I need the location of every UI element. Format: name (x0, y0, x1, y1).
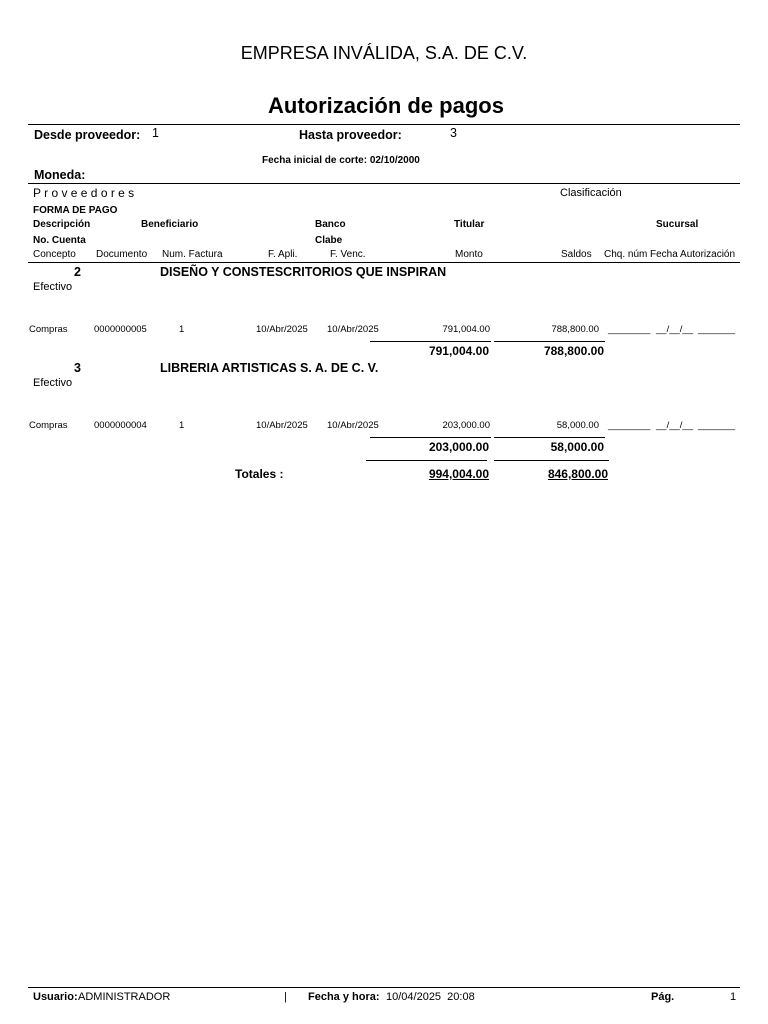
subtotal-line-monto (370, 437, 491, 438)
documento-cell: 0000000005 (94, 324, 147, 335)
fecha-hora-value: 10/04/2025 20:08 (386, 991, 475, 1003)
subtotal-saldo: 788,800.00 (543, 344, 604, 358)
documento-cell: 0000000004 (94, 420, 147, 431)
total-monto: 994,004.00 (428, 467, 489, 481)
saldo-cell: 788,800.00 (551, 324, 599, 335)
num-factura-header: Num. Factura (162, 249, 223, 260)
chq-num-header: Chq. núm (604, 249, 648, 260)
total-line-saldo (494, 460, 609, 461)
clabe-header: Clabe (315, 235, 343, 246)
concepto-cell: Compras (29, 324, 68, 335)
report-title: Autorización de pagos (268, 93, 504, 118)
totals-label: Totales : (235, 467, 284, 481)
fecha-hora-label: Fecha y hora: (308, 991, 380, 1003)
monto-header: Monto (455, 249, 483, 260)
divider-top (28, 124, 740, 125)
fecha-blank: __/__/__ (656, 420, 693, 431)
pagina-value: 1 (730, 991, 737, 1003)
subtotal-line-saldo (494, 341, 605, 342)
concepto-cell: Compras (29, 420, 68, 431)
f-venc-header: F. Venc. (330, 249, 366, 260)
divider-columns (28, 262, 740, 263)
moneda-label: Moneda: (34, 168, 86, 182)
f-apli-cell: 10/Abr/2025 (256, 324, 308, 335)
chq-num-blank: ________ (608, 420, 651, 431)
beneficiario-header: Beneficiario (141, 219, 199, 230)
titular-header: Titular (454, 219, 485, 230)
autorizacion-blank: _______ (698, 324, 735, 335)
f-venc-cell: 10/Abr/2025 (327, 324, 379, 335)
f-apli-cell: 10/Abr/2025 (256, 420, 308, 431)
provider-number: 2 (74, 265, 81, 279)
num-cell: 1 (179, 324, 185, 335)
f-venc-cell: 10/Abr/2025 (327, 420, 379, 431)
banco-header: Banco (315, 219, 346, 230)
concepto-header: Concepto (33, 249, 76, 260)
divider-moneda (28, 183, 740, 184)
desde-proveedor-label: Desde proveedor: (34, 128, 141, 142)
subtotal-monto: 791,004.00 (428, 344, 489, 358)
hasta-proveedor-value: 3 (450, 126, 457, 140)
provider-number: 3 (74, 361, 81, 375)
desde-proveedor-value: 1 (152, 126, 159, 140)
subtotal-line-monto (370, 341, 491, 342)
total-line-monto (366, 460, 487, 461)
chq-num-blank: ________ (608, 324, 651, 335)
hasta-proveedor-label: Hasta proveedor: (299, 128, 402, 142)
subtotal-line-saldo (494, 437, 605, 438)
payment-method: Efectivo (33, 377, 73, 389)
subtotal-saldo: 58,000.00 (550, 440, 604, 454)
fecha-autorizacion-header: Fecha Autorización (650, 249, 736, 260)
documento-header: Documento (96, 249, 148, 260)
footer-separator: | (284, 991, 287, 1003)
forma-pago-header: FORMA DE PAGO (33, 205, 118, 216)
sucursal-header: Sucursal (656, 219, 699, 230)
total-saldo: 846,800.00 (547, 467, 608, 481)
proveedores-header: P r o v e e d o r e s (33, 186, 135, 200)
payment-method: Efectivo (33, 281, 73, 293)
usuario-value: ADMINISTRADOR (78, 991, 171, 1003)
usuario-label: Usuario: (33, 991, 78, 1003)
no-cuenta-header: No. Cuenta (33, 235, 86, 246)
saldo-cell: 58,000.00 (556, 420, 599, 431)
f-apli-header: F. Apli. (268, 249, 298, 260)
monto-cell: 791,004.00 (442, 324, 490, 335)
provider-name: LIBRERIA ARTISTICAS S. A. DE C. V. (160, 361, 379, 375)
saldos-header: Saldos (561, 249, 592, 260)
fecha-corte: Fecha inicial de corte: 02/10/2000 (262, 155, 420, 166)
monto-cell: 203,000.00 (442, 420, 490, 431)
descripcion-header: Descripción (33, 219, 91, 230)
subtotal-monto: 203,000.00 (428, 440, 489, 454)
autorizacion-blank: _______ (698, 420, 735, 431)
company-name: EMPRESA INVÁLIDA, S.A. DE C.V. (240, 43, 528, 63)
fecha-blank: __/__/__ (656, 324, 693, 335)
clasificacion-header: Clasificación (560, 187, 622, 199)
pagina-label: Pág. (651, 991, 675, 1003)
divider-footer (28, 987, 740, 988)
provider-name: DISEÑO Y CONSTESCRITORIOS QUE INSPIRAN (160, 265, 447, 279)
num-cell: 1 (179, 420, 185, 431)
